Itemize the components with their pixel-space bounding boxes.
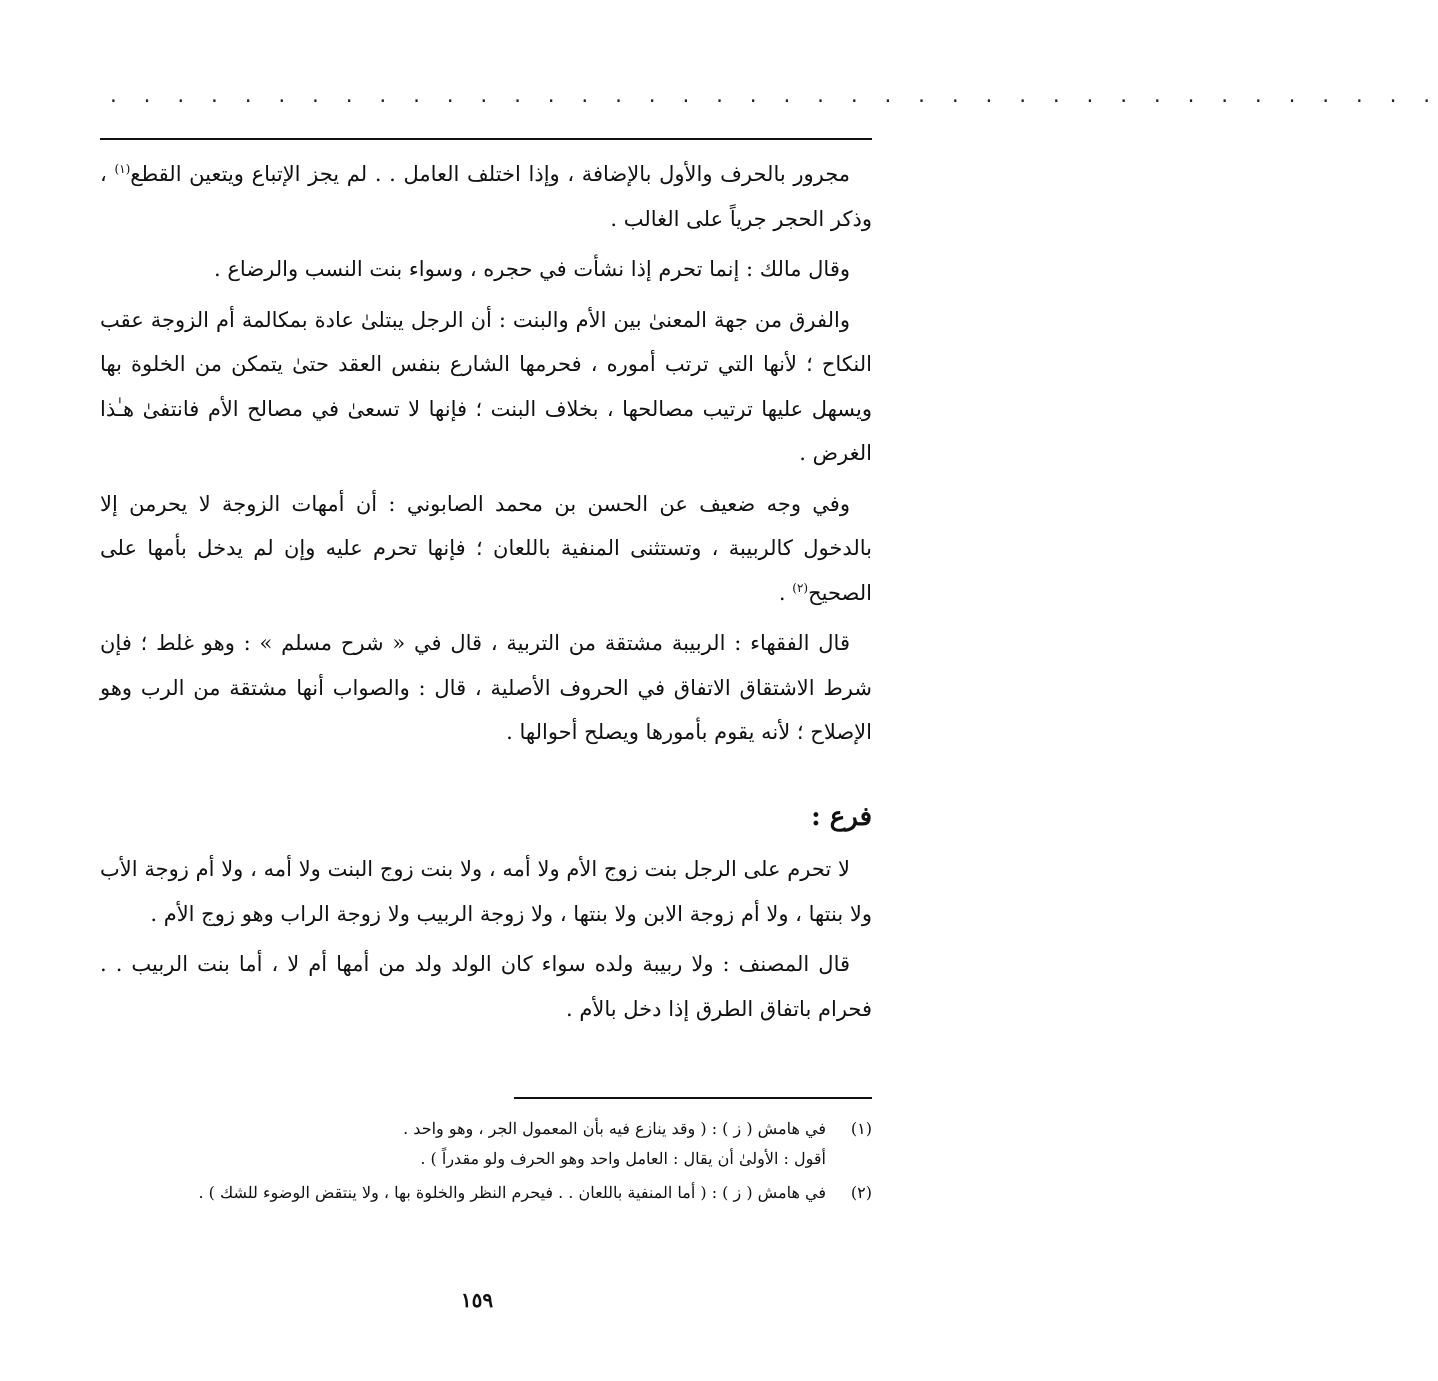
- footnote-line: أقول : الأولىٰ أن يقال : العامل واحد وهو الحرف ولو مقدراً ) .: [420, 1149, 826, 1168]
- footnote-number: (٢): [850, 1183, 872, 1202]
- paragraph-7: قال المصنف : ولا ربيبة ولده سواء كان الولد ولد من أمها أم لا ، أما بنت الربيب . . فحرام باتفاق الطرق إذا دخل بالأم .: [100, 952, 872, 1021]
- footnote-2: [100, 1178, 872, 1208]
- footnote-line: في هامش ( ز ) : ( وقد ينازع فيه بأن المعمول الجر ، وهو واحد .: [403, 1119, 826, 1138]
- paragraph-4: وفي وجه ضعيف عن الحسن بن محمد الصابوني : أن أمهات الزوجة لا يحرمن إلا بالدخول كالربيبة ، وتستثنى المنفية باللعان ؛ فإنها تحرم عليه وإن لم يدخل بأمها على الصحيح$^{(٢)}$ .: [100, 491, 872, 605]
- paragraph-2: وقال مالك : إنما تحرم إذا نشأت في حجره ، وسواء بنت النسب والرضاع .: [214, 257, 850, 281]
- page-number: ١٥٩: [460, 1288, 494, 1312]
- footnote-line: في هامش ( ز ) : ( أما المنفية باللعان . . فيحرم النظر والخلوة بها ، ولا ينتقض الوضوء للشك ) .: [198, 1183, 826, 1202]
- footnote-ref-1[interactable]: (١): [114, 162, 131, 176]
- footnote-rule: [514, 1097, 872, 1099]
- header-rule: [100, 138, 872, 140]
- header-dots: . . . . . . . . . . . . . . . . . . . . . . . . . . . . . . . . . . . . . . . .: [108, 86, 1438, 107]
- paragraph-1: مجرور بالحرف والأول بالإضافة ، وإذا اختلف العامل . . لم يجز الإتباع ويتعين القطع$^{(١)}$ ، وذكر الحجر جرياً على الغالب .: [100, 162, 872, 231]
- paragraph-5: قال الفقهاء : الربيبة مشتقة من التربية ، قال في « شرح مسلم » : وهو غلط ؛ فإن شرط الاشتقاق الاتفاق في الحروف الأصلية ، قال : والصواب أنها مشتقة من الرب وهو الإصلاح ؛ لأنه يقوم بأمورها ويصلح أحوالها .: [100, 631, 872, 744]
- paragraph-3: والفرق من جهة المعنىٰ بين الأم والبنت : أن الرجل يبتلىٰ عادة بمكالمة أم الزوجة عقب النكاح ؛ لأنها التي ترتب أموره ، فحرمها الشارع بنفس العقد حتىٰ يتمكن من الخلوة بها ويسهل عليها ترتيب مصالحها ، بخلاف البنت ؛ فإنها لا تسعىٰ في مصالح الأم فانتفىٰ هـٰذا الغرض .: [100, 307, 872, 465]
- footnote-ref-2[interactable]: (٢): [792, 580, 809, 595]
- footnotes: [100, 1114, 872, 1212]
- paragraph-6: لا تحرم على الرجل بنت زوج الأم ولا أمه ، ولا بنت زوج البنت ولا أمه ، ولا أم زوجة الأب ولا بنتها ، ولا أم زوجة الابن ولا بنتها ، ولا زوجة الربيب ولا زوجة الراب وهو زوج الأم .: [100, 857, 872, 926]
- section-heading: فرع :: [811, 801, 872, 832]
- footnote-number: (١): [850, 1119, 872, 1138]
- main-text: [100, 152, 872, 1037]
- footnote-1: [100, 1114, 872, 1174]
